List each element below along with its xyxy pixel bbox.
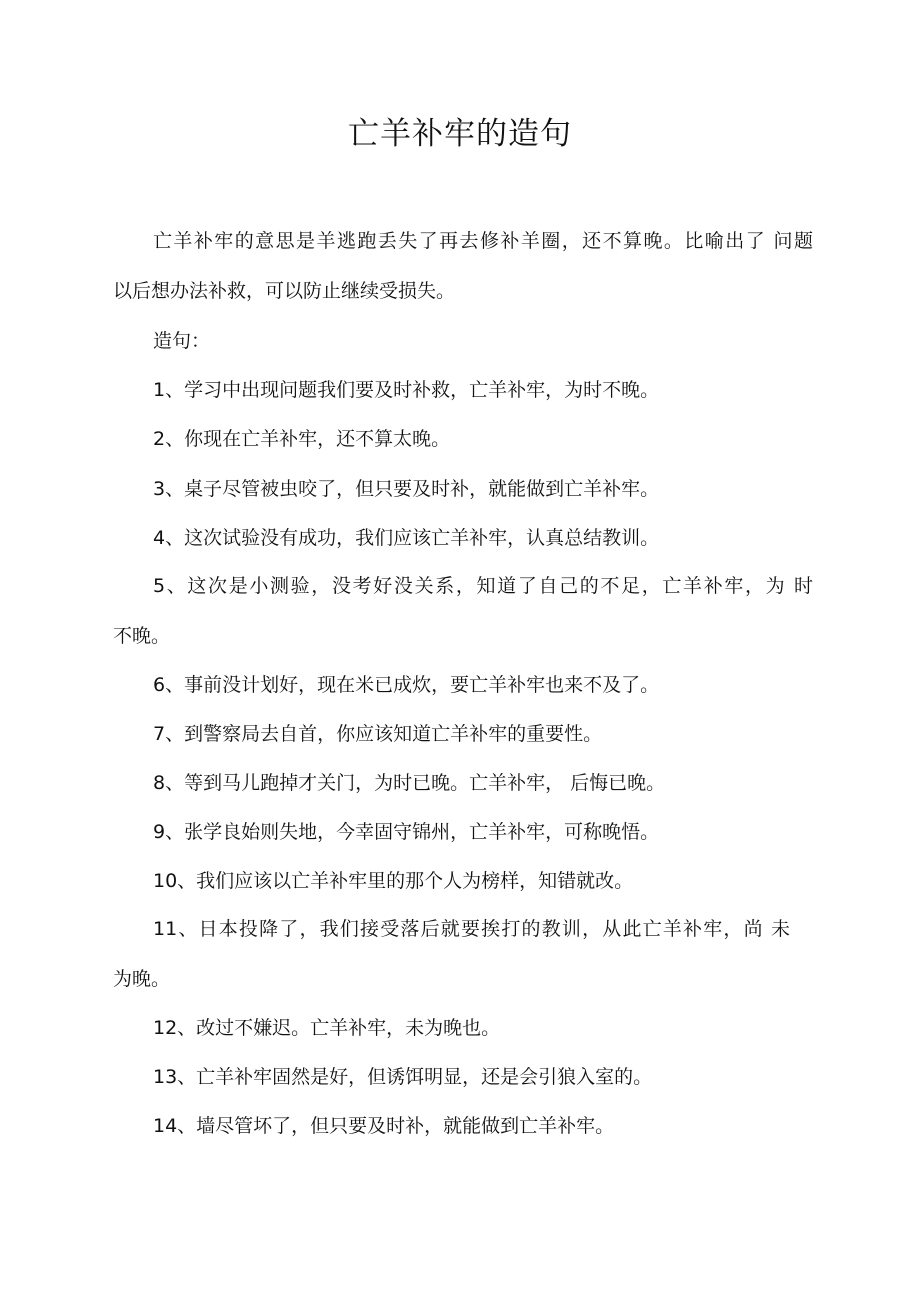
sentence-item [113,572,813,600]
examples-label-row [113,326,813,353]
sentence-text: 9、张学良始则失地，今幸固守锦州，亡羊补牢，可称晚悟。 [153,821,660,843]
sentence-text: 4、这次试验没有成功，我们应该亡羊补牢，认真总结教训。 [153,527,660,549]
sentence-item [113,866,813,893]
sentence-text: 11、日本投降了，我们接受落后就要挨打的教训，从此亡羊补牢，尚 未 [153,918,790,940]
sentence-item [113,768,813,795]
sentence-text: 8、等到马儿跑掉才关门，为时已晚。亡羊补牢， 后悔已晚。 [153,772,666,794]
sentence-item [113,474,813,501]
sentence-item-cont [113,964,813,991]
sentence-item [113,424,813,451]
sentence-item [113,670,813,697]
sentence-item [113,719,813,746]
sentence-item [113,1111,813,1138]
sentence-text: 7、到警察局去自首，你应该知道亡羊补牢的重要性。 [153,723,603,745]
sentence-item [113,915,813,943]
sentence-text: 6、事前没计划好，现在米已成炊，要亡羊补牢也来不及了。 [153,674,660,696]
sentence-text: 12、改过不嫌迟。亡羊补牢，未为晚也。 [153,1017,501,1039]
sentence-item [113,375,813,402]
intro-line-2: 以后想办法补救，可以防止继续受损失。 [113,280,456,302]
examples-label: 造句： [153,330,211,352]
sentence-text: 14、墙尽管坏了，但只要及时补，就能做到亡羊补牢。 [153,1115,615,1137]
sentence-item [113,1013,813,1040]
sentence-item [113,1062,813,1089]
sentence-text: 13、亡羊补牢固然是好，但诱饵明显，还是会引狼入室的。 [153,1066,653,1088]
sentence-text: 3、桌子尽管被虫咬了，但只要及时补，就能做到亡羊补牢。 [153,478,660,500]
sentence-item-cont [113,621,813,648]
sentence-text: 为晚。 [113,968,171,990]
intro-line-1: 亡羊补牢的意思是羊逃跑丢失了再去修补羊圈，还不算晚。比喻出了 问题 [153,230,813,252]
sentence-text: 2、你现在亡羊补牢，还不算太晚。 [153,428,451,450]
page-title: 亡羊补牢的造句 [348,116,572,152]
sentence-item [113,817,813,844]
sentence-item [113,523,813,550]
sentence-text: 5、这次是小测验，没考好没关系，知道了自己的不足，亡羊补牢，为 时 [153,575,813,597]
intro-paragraph-cont [113,277,813,305]
intro-paragraph [113,227,813,255]
sentence-text: 1、学习中出现问题我们要及时补救，亡羊补牢，为时不晚。 [153,379,660,401]
sentence-text: 10、我们应该以亡羊补牢里的那个人为榜样，知错就改。 [153,870,634,892]
sentence-text: 不晚。 [113,625,171,647]
